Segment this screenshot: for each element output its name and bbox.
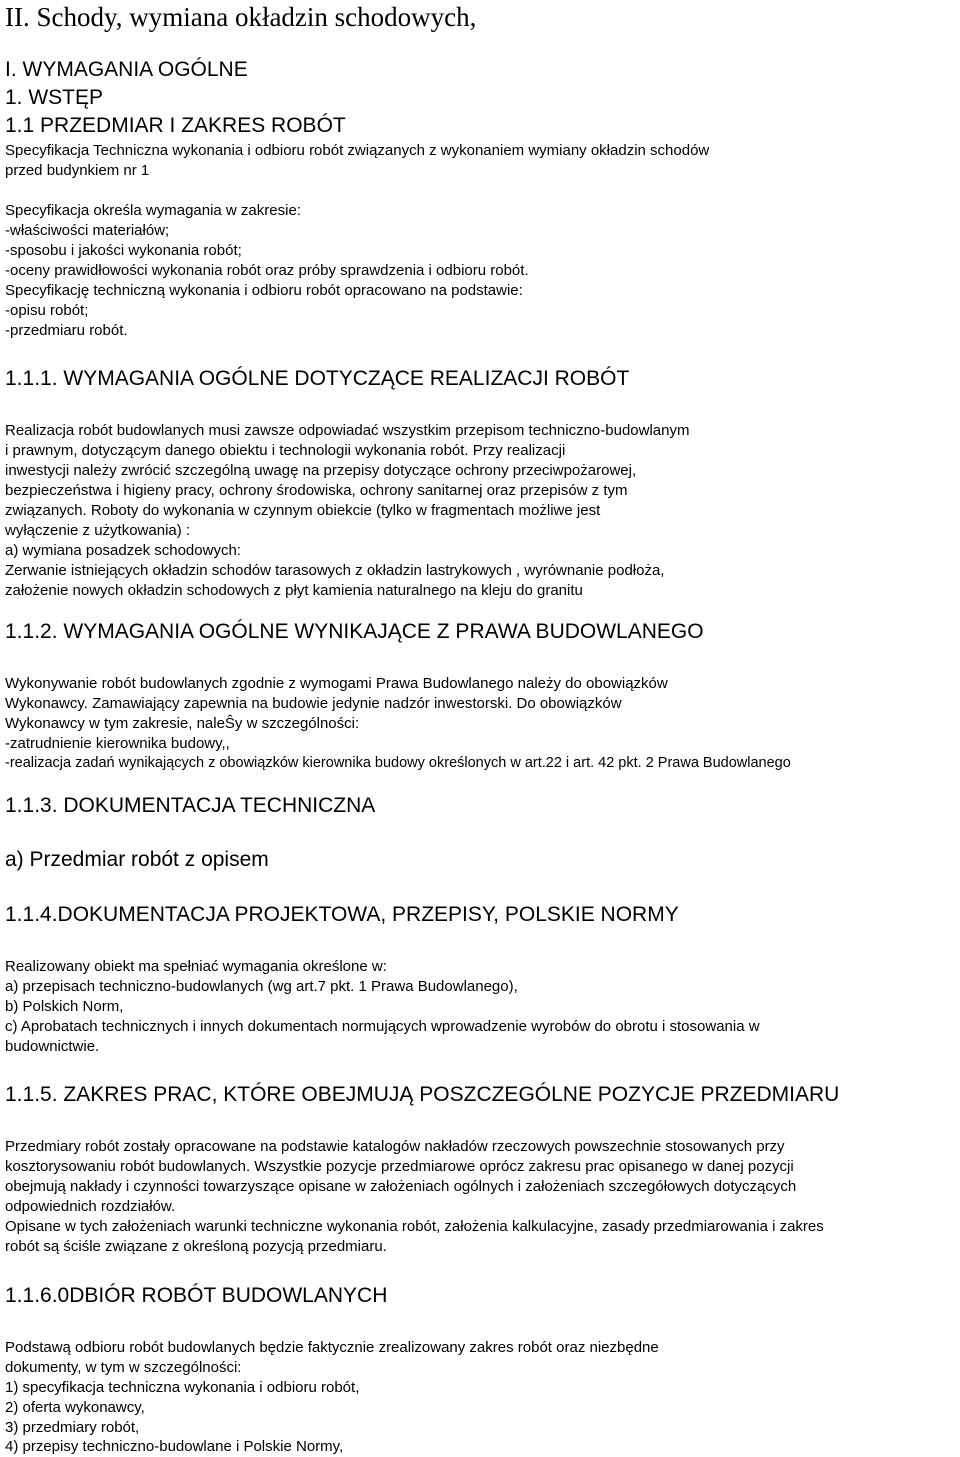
section-112-line: -realizacja zadań wynikających z obowiązków kierownika budowy określonych w art.22 i art. 42 pkt. 2 Prawa Budowlanego [5,755,791,771]
section-heading-111: 1.1.1. WYMAGANIA OGÓLNE DOTYCZĄCE REALIZACJI ROBÓT [5,367,630,390]
section-111-line: bezpieczeństwa i higieny pracy, ochrony środowiska, ochrony sanitarnej oraz przepisów z tym [5,482,628,499]
section-heading-116: 1.1.6.0DBIÓR ROBÓT BUDOWLANYCH [5,1284,388,1307]
section-111-line: związanych. Roboty do wykonania w czynnym obiekcie (tylko w fragmentach możliwe jest [5,502,601,519]
section-113-item: a) Przedmiar robót z opisem [5,848,269,871]
section-111-line: założenie nowych okładzin schodowych z płyt kamienia naturalnego na kleju do granitu [5,582,583,599]
section-115-line: Przedmiary robót zostały opracowane na podstawie katalogów nakładów rzeczowych powszechnie stosowanych przy [5,1138,785,1155]
scope-paragraph-line: przed budynkiem nr 1 [5,162,150,179]
section-114-line: c) Aprobatach technicznych i innych dokumentach normujących wprowadzenie wyrobów do obrotu i stosowania w [5,1018,760,1035]
document-title: II. Schody, wymiana okładzin schodowych, [5,2,477,32]
section-115-line: kosztorysowaniu robót budowlanych. Wszystkie pozycje przedmiarowe oprócz zakresu prac opisanego w danej pozycji [5,1158,794,1175]
section-115-line: Opisane w tych założeniach warunki techniczne wykonania robót, założenia kalkulacyjne, zasady przedmiarowania i zakres [5,1218,824,1235]
section-114-line: budownictwie. [5,1038,100,1055]
section-111-line: Zerwanie istniejących okładzin schodów tarasowych z okładzin lastrykowych , wyrównanie podłoża, [5,562,665,579]
section-116-list-item: 4) przepisy techniczno-budowlane i Polskie Normy, [5,1438,344,1455]
scope-list-item: -opisu robót; [5,302,89,319]
section-111-line: a) wymiana posadzek schodowych: [5,542,241,559]
section-heading-112: 1.1.2. WYMAGANIA OGÓLNE WYNIKAJĄCE Z PRAWA BUDOWLANEGO [5,620,704,643]
section-111-line: i prawnym, dotyczącym danego obiektu i technologii wykonania robót. Przy realizacji [5,442,566,459]
section-112-line: Wykonawcy w tym zakresie, naleŜy w szczególności: [5,715,360,732]
section-115-line: odpowiednich rozdziałów. [5,1198,176,1215]
section-heading-115: 1.1.5. ZAKRES PRAC, KTÓRE OBEJMUJĄ POSZCZEGÓLNE POZYCJE PRZEDMIARU [5,1083,840,1106]
scope-paragraph-line: Specyfikacja Techniczna wykonania i odbioru robót związanych z wykonaniem wymiany okładzin schodów [5,142,710,159]
section-116-list-item: 3) przedmiary robót, [5,1419,140,1436]
scope-paragraph-line: Specyfikacja określa wymagania w zakresie: [5,202,301,219]
scope-list-item: -oceny prawidłowości wykonania robót oraz próby sprawdzenia i odbioru robót. [5,262,529,279]
section-114-line: a) przepisach techniczno-budowlanych (wg art.7 pkt. 1 Prawa Budowlanego), [5,978,518,995]
scope-list-item: -właściwości materiałów; [5,222,170,239]
section-116-line: Podstawą odbioru robót budowlanych będzie faktycznie zrealizowany zakres robót oraz niezbędne [5,1339,659,1356]
heading-intro: 1. WSTĘP [5,86,104,109]
section-111-line: Realizacja robót budowlanych musi zawsze odpowiadać wszystkim przepisom techniczno-budowlanym [5,422,690,439]
section-116-list-item: 1) specyfikacja techniczna wykonania i odbioru robót, [5,1379,360,1396]
section-115-line: robót są ściśle związane z określoną pozycją przedmiaru. [5,1238,387,1255]
section-115-line: obejmują nakłady i czynności towarzyszące opisane w założeniach ogólnych i założeniach szczegółowych dotyczących [5,1178,797,1195]
heading-general: I. WYMAGANIA OGÓLNE [5,58,248,81]
section-112-line: Wykonawcy. Zamawiający zapewnia na budowie jedynie nadzór inwestorski. Do obowiązków [5,695,622,712]
section-114-line: Realizowany obiekt ma spełniać wymagania określone w: [5,958,387,975]
section-116-list-item: 2) oferta wykonawcy, [5,1399,145,1416]
section-111-line: wyłączenie z użytkowania) : [5,522,191,539]
section-114-line: b) Polskich Norm, [5,998,124,1015]
scope-paragraph-line: Specyfikację techniczną wykonania i odbioru robót opracowano na podstawie: [5,282,523,299]
scope-list-item: -sposobu i jakości wykonania robót; [5,242,242,259]
section-heading-114: 1.1.4.DOKUMENTACJA PROJEKTOWA, PRZEPISY, POLSKIE NORMY [5,903,679,926]
scope-list-item: -przedmiaru robót. [5,322,128,339]
section-112-line: -zatrudnienie kierownika budowy,, [5,735,230,752]
heading-scope: 1.1 PRZEDMIAR I ZAKRES ROBÓT [5,114,346,137]
section-112-line: Wykonywanie robót budowlanych zgodnie z wymogami Prawa Budowlanego należy do obowiązków [5,675,668,692]
section-116-line: dokumenty, w tym w szczególności: [5,1359,242,1376]
section-111-line: inwestycji należy zwrócić szczególną uwagę na przepisy dotyczące ochrony przeciwpożarowej, [5,462,637,479]
section-heading-113: 1.1.3. DOKUMENTACJA TECHNICZNA [5,794,376,817]
